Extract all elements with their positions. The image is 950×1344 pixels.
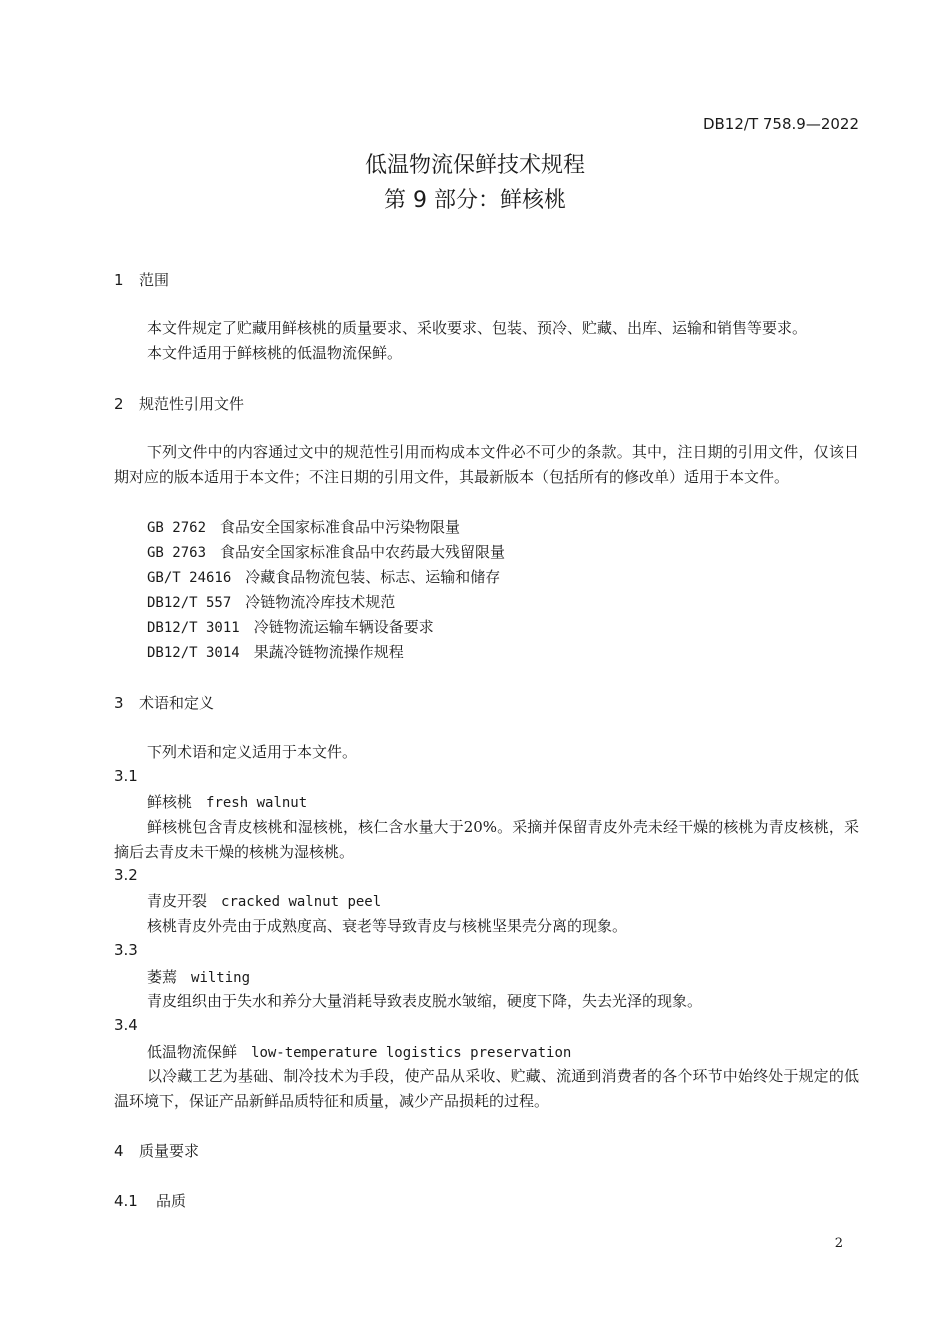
term-zh: 萎蔫	[147, 968, 178, 986]
scope-paragraph-2: 本文件适用于鲜核桃的低温物流保鲜。	[147, 344, 403, 362]
reference-title: 冷藏食品物流包装、标志、运输和储存	[245, 568, 501, 586]
reference-title: 冷链物流运输车辆设备要求	[253, 618, 434, 636]
term-heading	[147, 966, 250, 987]
document-subtitle: 第 9 部分：鲜核桃	[384, 188, 566, 213]
term-en: low-temperature logistics preservation	[251, 1045, 572, 1061]
term-heading	[147, 890, 381, 911]
term-heading	[147, 1041, 571, 1062]
reference-code: GB/T 24616	[147, 570, 232, 586]
references-intro-paragraph: 下列文件中的内容通过文中的规范性引用而构成本文件必不可少的条款。其中，注日期的引用文件，仅该日期对应的版本适用于本文件；不注日期的引用文件，其最新版本（包括所有的修改单）适用于本文件。	[114, 443, 859, 486]
reference-title: 果蔬冷链物流操作规程	[253, 643, 404, 661]
term-definition: 以冷藏工艺为基础、制冷技术为手段，使产品从采收、贮藏、流通到消费者的各个环节中始终处于规定的低温环境下，保证产品新鲜品质特征和质量，减少产品损耗的过程。	[114, 1067, 859, 1110]
section-number: 2	[114, 395, 124, 413]
term-definition: 鲜核桃包含青皮核桃和湿核桃，核仁含水量大于20%。采摘并保留青皮外壳未经干燥的核桃为青皮核桃，采摘后去青皮未干燥的核桃为湿核桃。	[114, 818, 859, 861]
reference-item	[147, 641, 404, 662]
reference-item	[147, 541, 505, 562]
term-number: 3.3	[114, 941, 138, 959]
reference-item	[147, 591, 395, 612]
reference-title: 食品安全国家标准食品中农药最大残留限量	[220, 543, 506, 561]
section-title: 术语和定义	[139, 694, 215, 712]
reference-item	[147, 566, 500, 587]
reference-code: GB 2763	[147, 545, 207, 561]
section-3-heading	[114, 692, 214, 713]
term-en: fresh walnut	[206, 795, 308, 811]
section-number: 3	[114, 694, 124, 712]
terms-intro-paragraph: 下列术语和定义适用于本文件。	[147, 743, 358, 761]
reference-title: 食品安全国家标准食品中污染物限量	[220, 518, 461, 536]
term-number: 3.1	[114, 767, 138, 785]
section-title: 质量要求	[139, 1142, 200, 1160]
section-number: 1	[114, 271, 124, 289]
section-number: 4	[114, 1142, 124, 1160]
term-heading	[147, 791, 307, 812]
term-zh: 青皮开裂	[147, 892, 208, 910]
subsection-4-1-heading	[114, 1190, 186, 1211]
reference-code: GB 2762	[147, 520, 207, 536]
page-number: 2	[834, 1236, 843, 1251]
reference-code: DB12/T 3011	[147, 620, 240, 636]
reference-code: DB12/T 557	[147, 595, 232, 611]
document-title: 低温物流保鲜技术规程	[364, 153, 585, 178]
term-number: 3.4	[114, 1016, 138, 1034]
reference-title: 冷链物流冷库技术规范	[245, 593, 396, 611]
term-en: cracked walnut peel	[221, 894, 382, 910]
term-definition: 青皮组织由于失水和养分大量消耗导致表皮脱水皱缩，硬度下降，失去光泽的现象。	[147, 992, 703, 1010]
term-zh: 低温物流保鲜	[147, 1043, 238, 1061]
section-title: 范围	[139, 271, 170, 289]
section-1-heading	[114, 269, 169, 290]
section-2-heading	[114, 393, 244, 414]
reference-item	[147, 616, 434, 637]
term-definition: 核桃青皮外壳由于成熟度高、衰老等导致青皮与核桃坚果壳分离的现象。	[147, 917, 628, 935]
section-4-heading	[114, 1140, 199, 1161]
term-en: wilting	[191, 970, 251, 986]
scope-paragraph-1: 本文件规定了贮藏用鲜核桃的质量要求、采收要求、包装、预冷、贮藏、出库、运输和销售等要求。	[147, 319, 808, 337]
standard-number: DB12/T 758.9—2022	[702, 115, 859, 133]
term-zh: 鲜核桃	[147, 793, 193, 811]
subsection-title: 品质	[156, 1192, 187, 1210]
section-title: 规范性引用文件	[139, 395, 245, 413]
subsection-number: 4.1	[114, 1192, 138, 1210]
term-number: 3.2	[114, 866, 138, 884]
reference-code: DB12/T 3014	[147, 645, 240, 661]
reference-item	[147, 516, 460, 537]
